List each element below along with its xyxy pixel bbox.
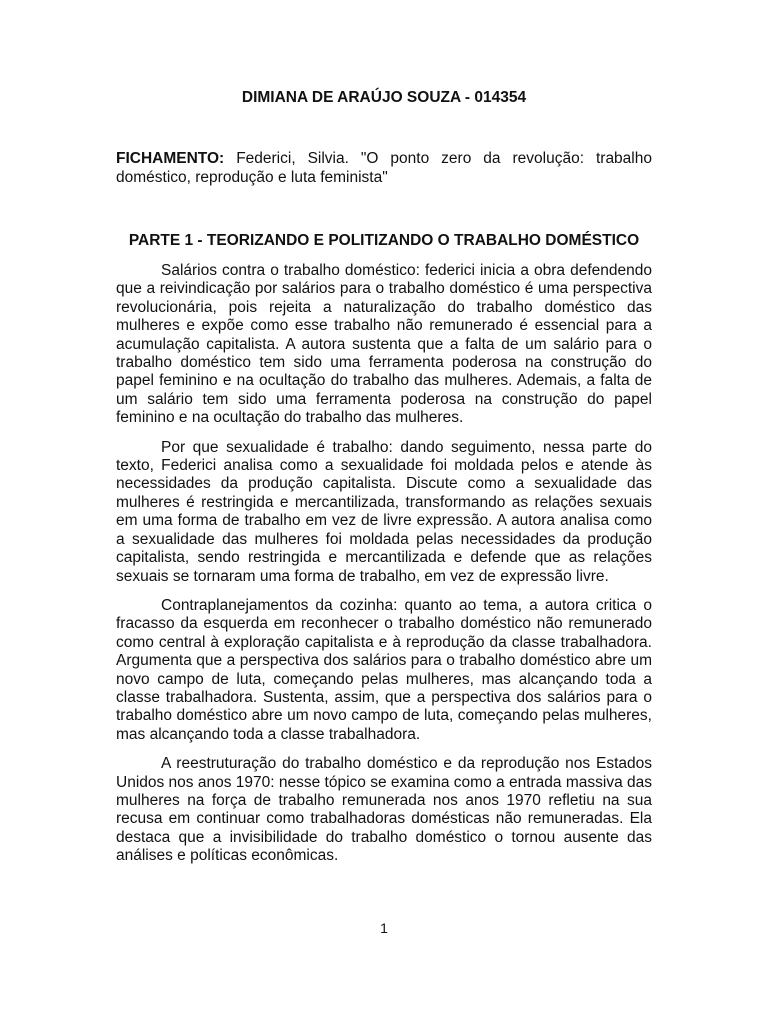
paragraph-reestruturacao: A reestruturação do trabalho doméstico e da reprodução nos Estados Unidos nos anos 1970: nesse tópico se examina como a entrada massiva das mulheres na força de trabalho remunerada nos anos 1970 refletiu na sua recusa em continuar como trabalhadoras domésticas não remuneradas. Ela destaca que a invisibilidade do trabalho doméstico o tornou ausente das análises e políticas econômicas. <box>116 755 652 865</box>
fichamento-label: FICHAMENTO: <box>116 150 225 167</box>
page-number: 1 <box>380 920 388 936</box>
paragraph-sexualidade: Por que sexualidade é trabalho: dando seguimento, nessa parte do texto, Federici analisa como a sexualidade foi moldada pelos e atende às necessidades da produção capitalista. Discute como a sexualidade das mulheres é restringida e mercantilizada, transformando as relações sexuais em uma forma de trabalho em vez de livre expressão. A autora analisa como a sexualidade das mulheres foi moldada pelas necessidades da produção capitalista, sendo restringida e mercantilizada e defende que as relações sexuais se tornaram uma forma de trabalho, em vez de expressão livre. <box>116 438 652 585</box>
paragraph-salarios: Salários contra o trabalho doméstico: federici inicia a obra defendendo que a reivindicação por salários para o trabalho doméstico é uma perspectiva revolucionária, pois rejeita a naturalização do trabalho doméstico das mulheres e expõe como esse trabalho não remunerado é essencial para a acumulação capitalista. A autora sustenta que a falta de um salário para o trabalho doméstico tem sido uma ferramenta poderosa na construção do papel feminino e na ocultação do trabalho das mulheres. Ademais, a falta de um salário tem sido uma ferramenta poderosa na construção do papel feminino e na ocultação do trabalho das mulheres. <box>116 262 652 427</box>
fichamento-reference <box>116 150 652 187</box>
section-heading: PARTE 1 - TEORIZANDO E POLITIZANDO O TRABALHO DOMÉSTICO <box>128 232 640 249</box>
author-line: DIMIANA DE ARAÚJO SOUZA - 014354 <box>241 89 527 106</box>
fichamento-citation: Federici, Silvia. "O ponto zero da revolução: trabalho doméstico, reprodução e luta feminista" <box>116 150 652 186</box>
section-body <box>116 262 652 877</box>
paragraph-contraplanejamentos: Contraplanejamentos da cozinha: quanto ao tema, a autora critica o fracasso da esquerda em reconhecer o trabalho doméstico não remunerado como central à exploração capitalista e à reprodução da classe trabalhadora. Argumenta que a perspectiva dos salários para o trabalho doméstico abre um novo campo de luta, começando pelas mulheres, mas alcançando toda a classe trabalhadora. Sustenta, assim, que a perspectiva dos salários para o trabalho doméstico abre um novo campo de luta, começando pelas mulheres, mas alcançando toda a classe trabalhadora. <box>116 596 652 743</box>
